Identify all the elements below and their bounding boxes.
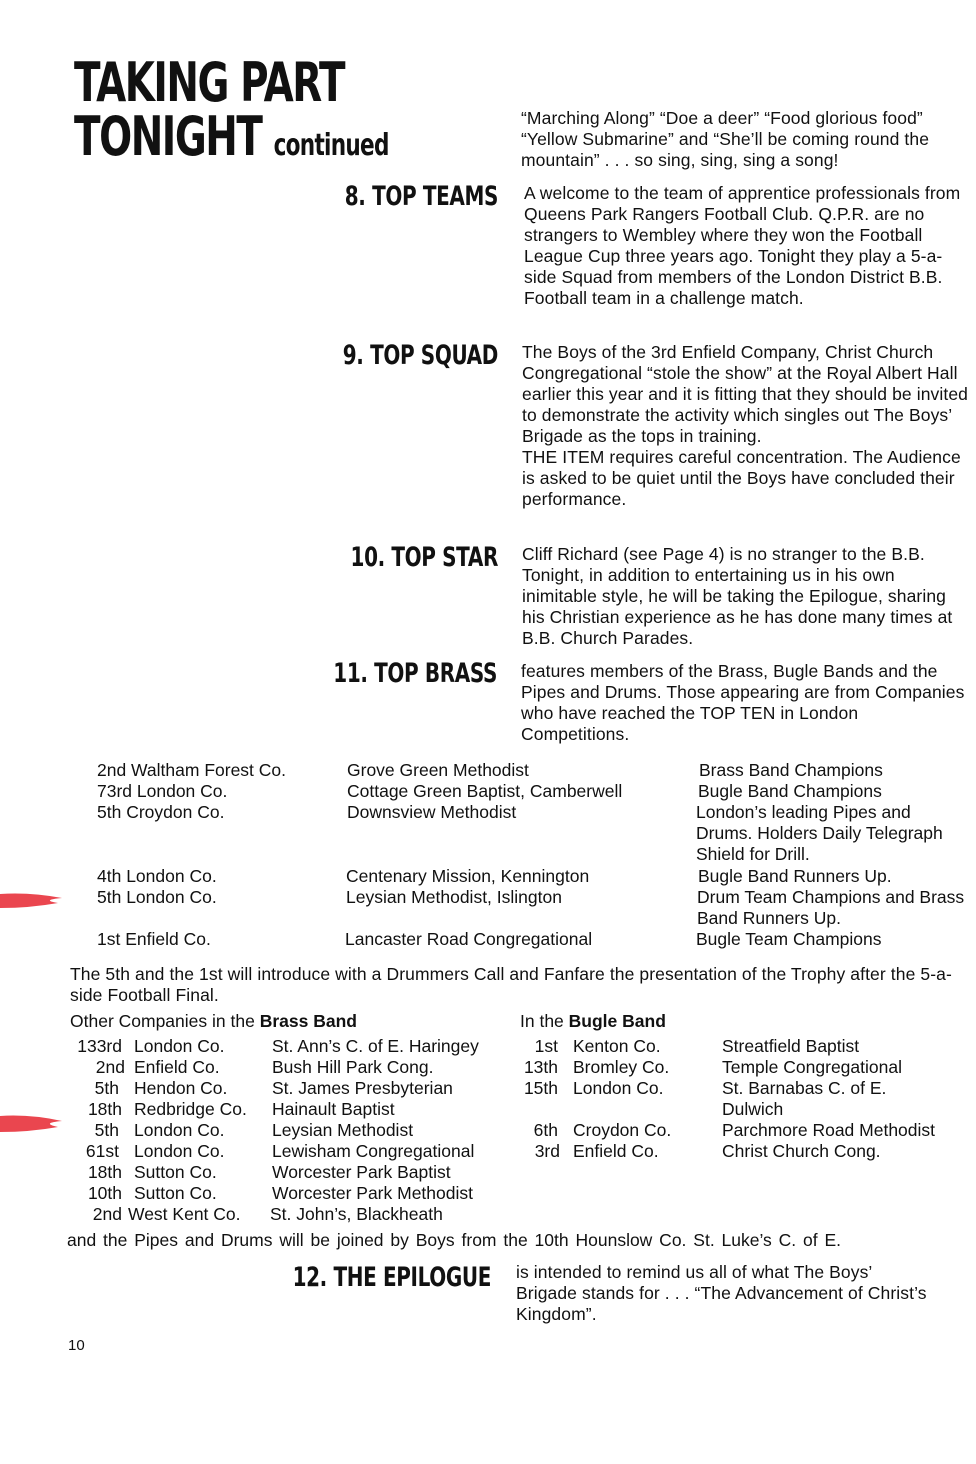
- brass-co: West Kent Co.: [128, 1204, 241, 1224]
- champion-church: Cottage Green Baptist, Camberwell: [347, 781, 623, 801]
- bugle-co: Kenton Co.: [573, 1036, 661, 1056]
- brass-no: 18th: [87, 1162, 122, 1182]
- champion-note: Bugle Band Runners Up.: [698, 866, 892, 886]
- item-12-text: is intended to remind us all of what The Boys’ Brigade stands for . . . “The Advancement of Christ’s Kingdom”.: [516, 1262, 927, 1324]
- red-marker-swash: [0, 890, 64, 912]
- brass-no: 10th: [87, 1183, 122, 1203]
- bugle-church: St. Barnabas C. of E.: [722, 1078, 887, 1098]
- brass-no: 2nd: [95, 1057, 125, 1077]
- brass-no: 18th: [87, 1099, 122, 1119]
- bugle-church: Streatfield Baptist: [722, 1036, 860, 1056]
- title-tonight: TONIGHT: [74, 105, 262, 168]
- brass-co: Sutton Co.: [134, 1162, 217, 1182]
- bugle-co: Croydon Co.: [573, 1120, 672, 1140]
- brass-co: Sutton Co.: [134, 1183, 217, 1203]
- bugle-no: 15th: [523, 1078, 558, 1098]
- trophy-paragraph: The 5th and the 1st will introduce with a Drummers Call and Fanfare the presentation of the Trophy after the 5-a-side Football Final.: [70, 964, 952, 1005]
- champion-note: Brass Band Champions: [699, 760, 883, 780]
- item-9-text: The Boys of the 3rd Enfield Company, Christ Church Congregational “stole the show” at the Royal Albert Hall earlier this year and it is fitting that they should be invited to demonstrate the activity which singles out The Boys’ Brigade as the tops in training.: [522, 342, 968, 446]
- item-11-text: features members of the Brass, Bugle Bands and the Pipes and Drums. Those appearing are from Companies who have reached the TOP TEN in London Competitions.: [521, 661, 965, 744]
- bugle-no: 13th: [523, 1057, 558, 1077]
- page-title-line1: TAKING PART: [74, 51, 345, 114]
- brass-church: Lewisham Congregational: [272, 1141, 475, 1161]
- item-9-text-notice: THE ITEM requires careful concentration. The Audience is asked to be quiet until the Boys have concluded their performance.: [522, 447, 961, 509]
- item-10-heading: 10. TOP STAR: [350, 542, 498, 573]
- champion-company: 4th London Co.: [97, 866, 217, 886]
- title-continued: continued: [273, 128, 389, 163]
- champion-note: Bugle Team Champions: [696, 929, 882, 949]
- page-number: 10: [68, 1337, 85, 1354]
- brass-co: London Co.: [134, 1141, 225, 1161]
- pipes-paragraph: and the Pipes and Drums will be joined by Boys from the 10th Hounslow Co. St. Luke’s C. of E.: [67, 1230, 842, 1250]
- page-title-line2: [74, 105, 389, 168]
- bugle-band-label: [520, 1011, 666, 1032]
- bugle-church: Christ Church Cong.: [722, 1141, 881, 1161]
- item-11-heading: 11. TOP BRASS: [333, 658, 497, 689]
- brass-band-label: [70, 1011, 357, 1032]
- brass-no: 133rd: [77, 1036, 122, 1056]
- bugle-church: Temple Congregational: [722, 1057, 902, 1077]
- bugle-label-bold: Bugle Band: [568, 1011, 666, 1031]
- champion-note: London’s leading Pipes and Drums. Holders Daily Telegraph Shield for Drill.: [696, 802, 943, 864]
- brass-church: St. James Presbyterian: [272, 1078, 453, 1098]
- champion-church: Leysian Methodist, Islington: [346, 887, 562, 907]
- item-12-heading: 12. THE EPILOGUE: [292, 1262, 491, 1293]
- brass-church: Hainault Baptist: [272, 1099, 395, 1119]
- champion-company: 73rd London Co.: [97, 781, 228, 801]
- red-marker-swash: [0, 1113, 64, 1135]
- bugle-no: 1st: [534, 1036, 558, 1056]
- brass-co: Hendon Co.: [134, 1078, 228, 1098]
- champion-church: Centenary Mission, Kennington: [346, 866, 590, 886]
- bugle-co: Enfield Co.: [573, 1141, 659, 1161]
- champion-church: Lancaster Road Congregational: [345, 929, 593, 949]
- champion-church: Downsview Methodist: [347, 802, 517, 822]
- brass-no: 5th: [94, 1078, 119, 1098]
- item-8-heading: 8. TOP TEAMS: [344, 181, 498, 212]
- intro-paragraph: “Marching Along” “Doe a deer” “Food glorious food” “Yellow Submarine” and “She’ll be coming round the mountain” . . . so sing, sing, sing a song!: [521, 108, 930, 170]
- brass-church: St. John’s, Blackheath: [270, 1204, 443, 1224]
- champion-company: 2nd Waltham Forest Co.: [97, 760, 287, 780]
- brass-co: Redbridge Co.: [134, 1099, 247, 1119]
- brass-church: Leysian Methodist: [272, 1120, 414, 1140]
- champion-company: 1st Enfield Co.: [97, 929, 211, 949]
- brass-co: Enfield Co.: [134, 1057, 220, 1077]
- bugle-co: London Co.: [573, 1078, 664, 1098]
- bugle-no: 6th: [533, 1120, 558, 1140]
- brass-no: 61st: [85, 1141, 119, 1161]
- bugle-church: Parchmore Road Methodist: [722, 1120, 936, 1140]
- champion-company: 5th London Co.: [97, 887, 217, 907]
- champion-church: Grove Green Methodist: [347, 760, 529, 780]
- brass-co: London Co.: [134, 1036, 225, 1056]
- champion-company: 5th Croydon Co.: [97, 802, 225, 822]
- brass-label-prefix: Other Companies in the: [70, 1011, 260, 1031]
- brass-no: 2nd: [92, 1204, 122, 1224]
- brass-co: London Co.: [134, 1120, 225, 1140]
- brass-church: Worcester Park Methodist: [272, 1183, 473, 1203]
- item-9-body: [522, 342, 972, 510]
- champion-note: Bugle Band Champions: [698, 781, 882, 801]
- brass-church: St. Ann’s C. of E. Haringey: [272, 1036, 479, 1056]
- brass-label-bold: Brass Band: [259, 1011, 357, 1031]
- bugle-label-prefix: In the: [520, 1011, 569, 1031]
- bugle-church-cont: Dulwich: [722, 1099, 784, 1119]
- bugle-no: 3rd: [534, 1141, 560, 1161]
- champion-note: Drum Team Champions and Brass Band Runners Up.: [697, 887, 965, 928]
- brass-no: 5th: [94, 1120, 119, 1140]
- item-8-text: A welcome to the team of apprentice professionals from Queens Park Rangers Football Club. Q.P.R. are no strangers to Wembley where they won the Football League Cup three years ago. Tonight they play a 5-a-side Squad from members of the London District B.B. Football team in a challenge match.: [524, 183, 961, 308]
- item-10-text: Cliff Richard (see Page 4) is no stranger to the B.B. Tonight, in addition to entertaining us in his own inimitable style, he will be taking the Epilogue, sharing his Christian experience as he has done many times at B.B. Church Parades.: [522, 544, 953, 648]
- brass-church: Worcester Park Baptist: [272, 1162, 451, 1182]
- bugle-co: Bromley Co.: [573, 1057, 670, 1077]
- item-9-heading: 9. TOP SQUAD: [342, 340, 498, 371]
- brass-church: Bush Hill Park Cong.: [272, 1057, 434, 1077]
